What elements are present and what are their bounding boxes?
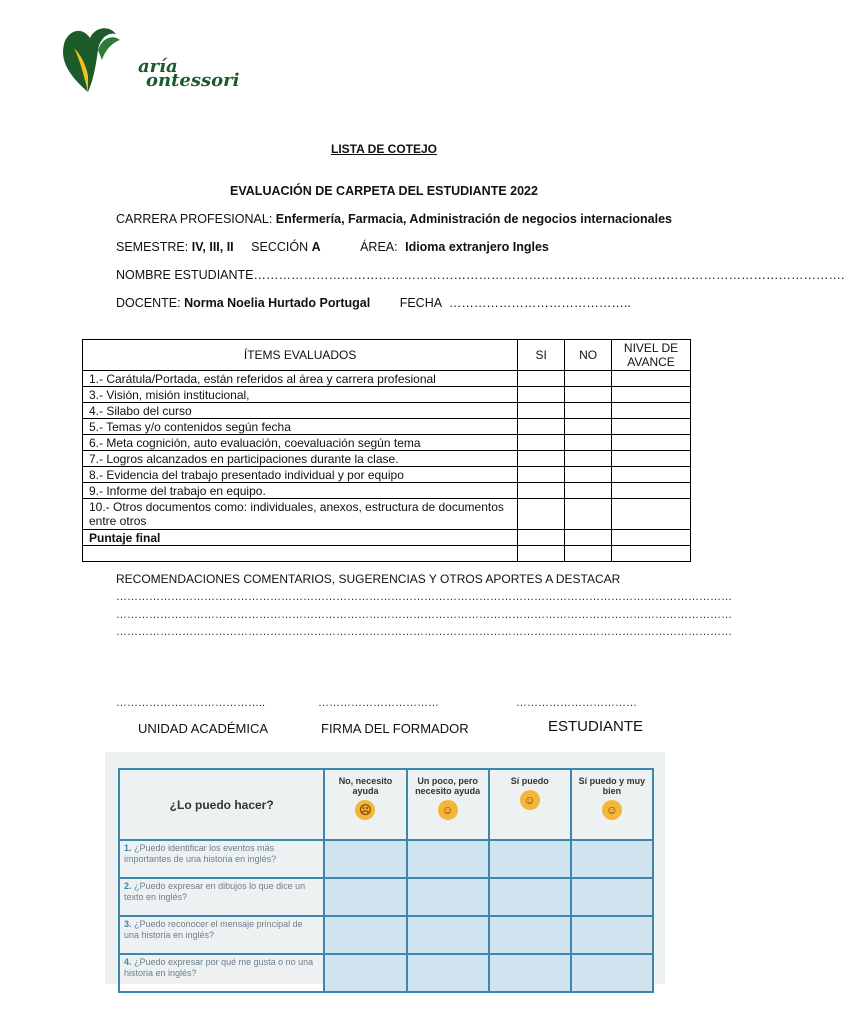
semestre-label: SEMESTRE: [116, 240, 189, 254]
option-label: Sí puedo y muy bien [578, 776, 646, 796]
answer-cell[interactable] [324, 954, 406, 992]
nombre-label: NOMBRE ESTUDIANTE [116, 268, 254, 282]
empty-cell[interactable] [565, 546, 612, 562]
nivel-cell[interactable] [612, 403, 691, 419]
answer-cell[interactable] [407, 840, 489, 878]
question-text: ¿Puedo identificar los eventos más importantes de una historia en inglés? [124, 843, 277, 864]
heart-logo-icon [58, 20, 128, 100]
table-row [83, 499, 691, 530]
no-cell[interactable] [565, 451, 612, 467]
no-cell[interactable] [565, 371, 612, 387]
signature-label-estudiante: ESTUDIANTE [548, 718, 644, 735]
nivel-cell[interactable] [612, 435, 691, 451]
signature-line-estudiante[interactable]: …………………………… [516, 697, 637, 709]
seccion-label: SECCIÓN [251, 240, 309, 254]
table-row [119, 840, 653, 878]
no-cell[interactable] [565, 403, 612, 419]
si-cell[interactable] [518, 530, 565, 546]
option-label: No, necesito ayuda [338, 776, 393, 796]
self-evaluation-table [118, 768, 654, 993]
table-header-row [83, 340, 691, 371]
recommendations-label: RECOMENDACIONES COMENTARIOS, SUGERENCIAS Y OTROS APORTES A DESTACAR [116, 572, 621, 586]
signature-line-unidad[interactable]: ………………………………….. [116, 697, 266, 709]
recommendations-line-2[interactable]: …………………………………………………………………………………………………………………………………………………… [116, 609, 732, 621]
question-text: ¿Puedo reconocer el mensaje principal de una historia en inglés? [124, 919, 303, 940]
worried-face-icon: ☹ [355, 800, 375, 820]
question-cell [119, 840, 324, 878]
si-cell[interactable] [518, 371, 565, 387]
item-label: 3.- Visión, misión institucional, [83, 387, 518, 403]
thinking-face-icon: ☺ [438, 800, 458, 820]
document-subtitle: EVALUACIÓN DE CARPETA DEL ESTUDIANTE 2022 [230, 184, 538, 198]
table-row [83, 467, 691, 483]
table-row [83, 451, 691, 467]
document-title: LISTA DE COTEJO [330, 142, 437, 156]
si-cell[interactable] [518, 419, 565, 435]
docente-value: Norma Noelia Hurtado Portugal [184, 296, 371, 310]
table-row [83, 403, 691, 419]
option-some-help [407, 769, 489, 840]
answer-cell[interactable] [324, 840, 406, 878]
nivel-cell[interactable] [612, 467, 691, 483]
item-label: 10.- Otros documentos como: individuales, anexos, estructura de documentos entre otros [83, 499, 518, 530]
si-cell[interactable] [518, 467, 565, 483]
answer-cell[interactable] [489, 916, 571, 954]
no-cell[interactable] [565, 467, 612, 483]
checklist-table [82, 339, 691, 562]
question-text: ¿Puedo expresar por qué me gusta o no una historia en inglés? [124, 957, 314, 978]
answer-cell[interactable] [571, 916, 653, 954]
no-cell[interactable] [565, 419, 612, 435]
table-row [83, 371, 691, 387]
docente-label: DOCENTE: [116, 296, 181, 310]
question-cell [119, 878, 324, 916]
option-label: Un poco, pero necesito ayuda [415, 776, 481, 796]
carrera-line [116, 212, 672, 226]
final-score-row [83, 530, 691, 546]
carrera-value: Enfermería, Farmacia, Administración de negocios internacionales [275, 212, 672, 226]
nivel-cell[interactable] [612, 451, 691, 467]
empty-cell[interactable] [612, 546, 691, 562]
final-score-label: Puntaje final [83, 530, 518, 546]
nivel-cell[interactable] [612, 419, 691, 435]
table-row [119, 916, 653, 954]
no-cell[interactable] [565, 499, 612, 530]
docente-line [116, 296, 631, 310]
item-label: 9.- Informe del trabajo en equipo. [83, 483, 518, 499]
empty-row [83, 546, 691, 562]
signature-line-formador[interactable]: …………………………… [318, 697, 439, 709]
nivel-cell[interactable] [612, 499, 691, 530]
answer-cell[interactable] [571, 954, 653, 992]
table-row [119, 954, 653, 992]
question-number: 4. [124, 957, 132, 967]
semestre-line [116, 240, 549, 254]
question-number: 2. [124, 881, 132, 891]
recommendations-line-3[interactable]: …………………………………………………………………………………………………………………………………………………… [116, 626, 732, 638]
question-cell [119, 954, 324, 992]
nivel-cell[interactable] [612, 387, 691, 403]
option-label: Sí puedo [510, 776, 549, 786]
nombre-dots: ……………………………………………………………………………………………………………………………. [253, 268, 845, 282]
no-cell[interactable] [565, 530, 612, 546]
nombre-line [116, 268, 845, 282]
no-cell[interactable] [565, 435, 612, 451]
carrera-label: CARRERA PROFESIONAL: [116, 212, 273, 226]
header-items: ÍTEMS EVALUADOS [83, 340, 518, 371]
question-cell [119, 916, 324, 954]
answer-cell[interactable] [489, 840, 571, 878]
answer-cell[interactable] [324, 878, 406, 916]
si-cell[interactable] [518, 435, 565, 451]
fecha-label: FECHA [399, 296, 442, 310]
self-eval-header-row [119, 769, 653, 840]
sunglasses-face-icon: ☺ [602, 800, 622, 820]
answer-cell[interactable] [324, 916, 406, 954]
answer-cell[interactable] [489, 954, 571, 992]
self-evaluation-image [105, 752, 665, 984]
header-no: NO [565, 340, 612, 371]
answer-cell[interactable] [571, 840, 653, 878]
nivel-cell[interactable] [612, 530, 691, 546]
maria-montessori-logo [58, 20, 238, 100]
area-value: Idioma extranjero Ingles [405, 240, 549, 254]
nivel-cell[interactable] [612, 371, 691, 387]
answer-cell[interactable] [407, 878, 489, 916]
si-cell[interactable] [518, 403, 565, 419]
nivel-cell[interactable] [612, 483, 691, 499]
recommendations-line-1[interactable]: …………………………………………………………………………………………………………………………………………………… [116, 591, 732, 603]
item-label: 4.- Silabo del curso [83, 403, 518, 419]
item-label: 5.- Temas y/o contenidos según fecha [83, 419, 518, 435]
si-cell[interactable] [518, 451, 565, 467]
header-si: SI [518, 340, 565, 371]
si-cell[interactable] [518, 387, 565, 403]
question-text: ¿Puedo expresar en dibujos lo que dice un texto en inglés? [124, 881, 306, 902]
logo-line-2: ontessori [146, 70, 240, 91]
table-row [83, 483, 691, 499]
seccion-value: A [311, 240, 321, 254]
no-cell[interactable] [565, 483, 612, 499]
item-label: 7.- Logros alcanzados en participaciones durante la clase. [83, 451, 518, 467]
table-row [83, 435, 691, 451]
empty-cell[interactable] [518, 546, 565, 562]
area-label: ÁREA: [360, 240, 398, 254]
table-row [83, 387, 691, 403]
table-row [83, 419, 691, 435]
semestre-value: IV, III, II [191, 240, 234, 254]
question-number: 1. [124, 843, 132, 853]
logo-line-1: aría [138, 56, 178, 77]
empty-cell[interactable] [83, 546, 518, 562]
table-row [119, 878, 653, 916]
answer-cell[interactable] [571, 878, 653, 916]
answer-cell[interactable] [407, 916, 489, 954]
item-label: 6.- Meta cognición, auto evaluación, coevaluación según tema [83, 435, 518, 451]
header-nivel-avance: NIVEL DE AVANCE [612, 340, 691, 371]
self-eval-title: ¿Lo puedo hacer? [119, 769, 324, 840]
option-very-well [571, 769, 653, 840]
answer-cell[interactable] [407, 954, 489, 992]
signature-label-unidad: UNIDAD ACADÉMICA [138, 721, 269, 736]
smiling-face-icon: ☺ [520, 790, 540, 810]
si-cell[interactable] [518, 499, 565, 530]
option-can-do [489, 769, 571, 840]
si-cell[interactable] [518, 483, 565, 499]
logo-wordmark [128, 56, 240, 91]
question-number: 3. [124, 919, 132, 929]
option-no-help [324, 769, 406, 840]
item-label: 8.- Evidencia del trabajo presentado individual y por equipo [83, 467, 518, 483]
signature-label-formador: FIRMA DEL FORMADOR [321, 721, 469, 736]
no-cell[interactable] [565, 387, 612, 403]
fecha-dots: …………………………………….. [448, 296, 631, 310]
answer-cell[interactable] [489, 878, 571, 916]
item-label: 1.- Carátula/Portada, están referidos al área y carrera profesional [83, 371, 518, 387]
